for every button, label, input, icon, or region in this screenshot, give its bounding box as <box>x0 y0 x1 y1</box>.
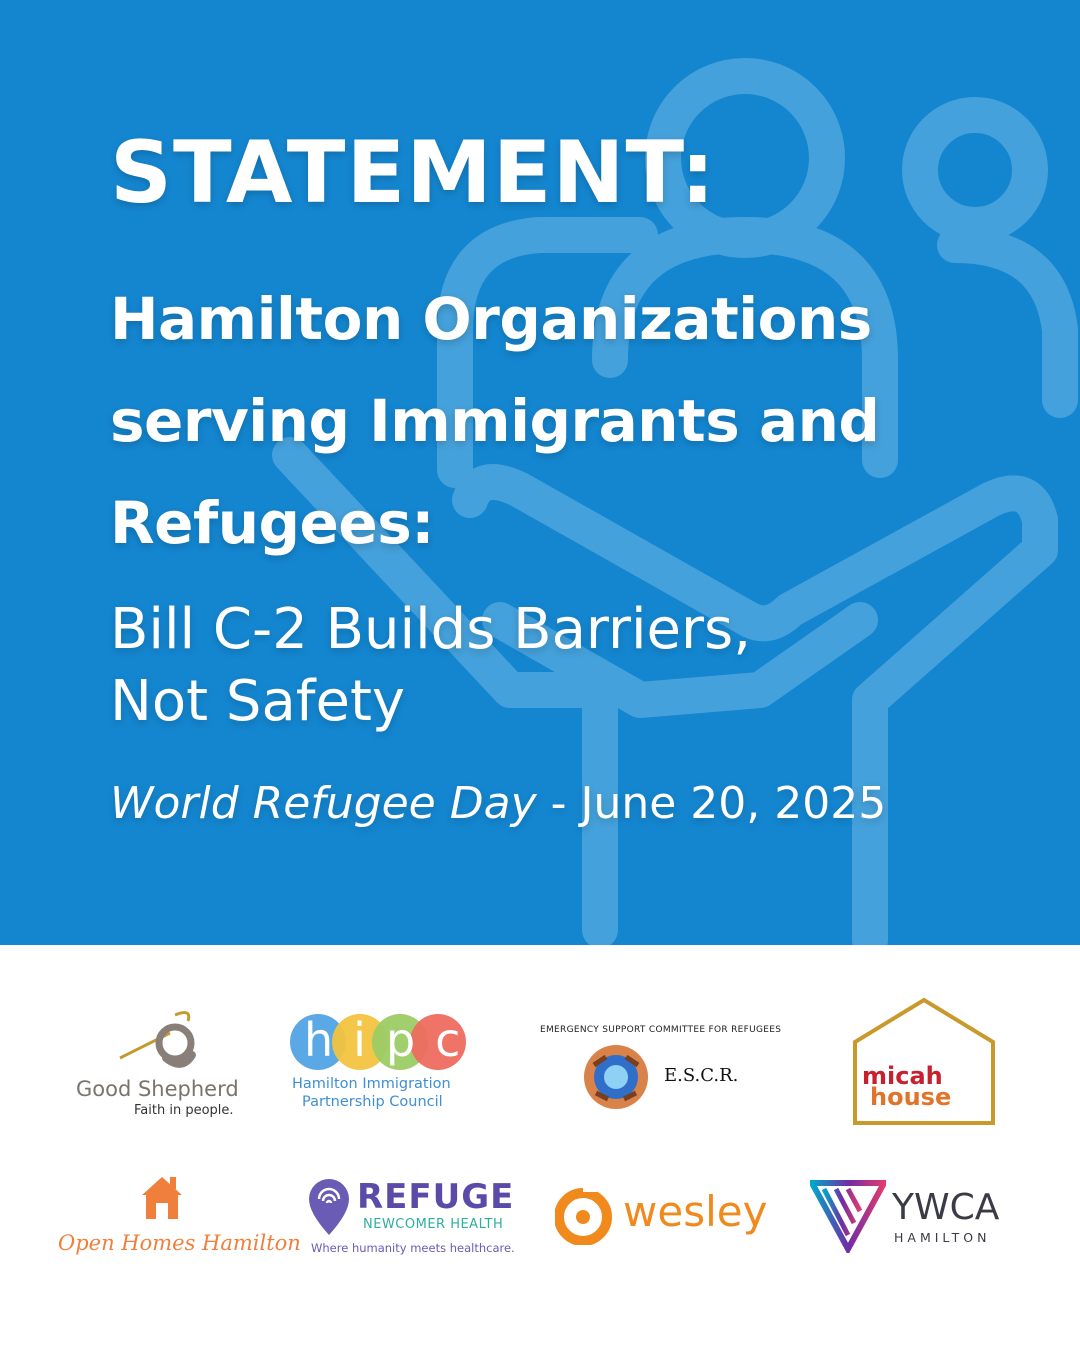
escr-logo <box>540 1025 790 1120</box>
refuge-name: REFUGE <box>357 1177 515 1217</box>
event-date: - June 20, 2025 <box>536 778 887 829</box>
escr-heading: EMERGENCY SUPPORT COMMITTEE FOR REFUGEES <box>540 1025 782 1035</box>
hipc-logo <box>288 1010 481 1120</box>
micah-line2: house <box>870 1083 952 1111</box>
hipc-letter: i <box>353 1013 386 1067</box>
hipc-line1: Hamilton Immigration <box>292 1076 451 1092</box>
wesley-name: wesley <box>623 1187 768 1236</box>
good-shepherd-tagline: Faith in people. <box>134 1103 234 1118</box>
event-dateline <box>110 776 1010 832</box>
org-title-line: serving Immigrants and <box>110 387 880 455</box>
ywca-city: HAMILTON <box>894 1230 991 1245</box>
hipc-line2: Partnership Council <box>302 1094 443 1110</box>
refuge-tagline: Where humanity meets healthcare. <box>311 1241 515 1255</box>
globe-hands-icon <box>576 1037 656 1117</box>
hipc-letter: c <box>435 1013 481 1067</box>
bill-subtitle <box>110 594 1010 738</box>
ywca-name: YWCA <box>892 1187 1000 1228</box>
ywca-triangle-icon <box>810 1177 886 1253</box>
hipc-letters <box>288 1013 484 1073</box>
open-homes-logo <box>58 1173 301 1263</box>
open-homes-name: Open Homes Hamilton <box>58 1231 301 1255</box>
good-shepherd-logo <box>70 1003 260 1123</box>
org-title-line: Hamilton Organizations <box>110 285 872 353</box>
fingerprint-pin-icon <box>305 1177 353 1237</box>
refuge-logo <box>305 1177 520 1262</box>
hipc-letter: p <box>385 1013 436 1067</box>
ywca-logo <box>810 1177 1015 1257</box>
house-icon <box>138 1173 186 1221</box>
org-title-line: Refugees: <box>110 489 434 557</box>
headline-block <box>110 118 1010 832</box>
good-shepherd-crook-icon <box>70 1003 260 1078</box>
partner-logos <box>0 945 1080 1350</box>
org-title <box>110 268 1010 574</box>
micah-line1: micah <box>862 1062 943 1090</box>
statement-heading: STATEMENT: <box>110 123 716 223</box>
escr-abbr: E.S.C.R. <box>664 1065 739 1086</box>
refuge-line2: NEWCOMER HEALTH <box>363 1217 504 1232</box>
micah-house-logo <box>852 997 997 1127</box>
wesley-logo <box>555 1183 770 1253</box>
subtitle-line: Bill C-2 Builds Barriers, <box>110 597 751 662</box>
event-name: World Refugee Day <box>110 778 537 829</box>
good-shepherd-name: Good Shepherd <box>76 1077 239 1101</box>
subtitle-line: Not Safety <box>110 669 406 734</box>
wesley-swirl-icon <box>555 1183 615 1245</box>
hipc-letter: h <box>304 1013 354 1067</box>
